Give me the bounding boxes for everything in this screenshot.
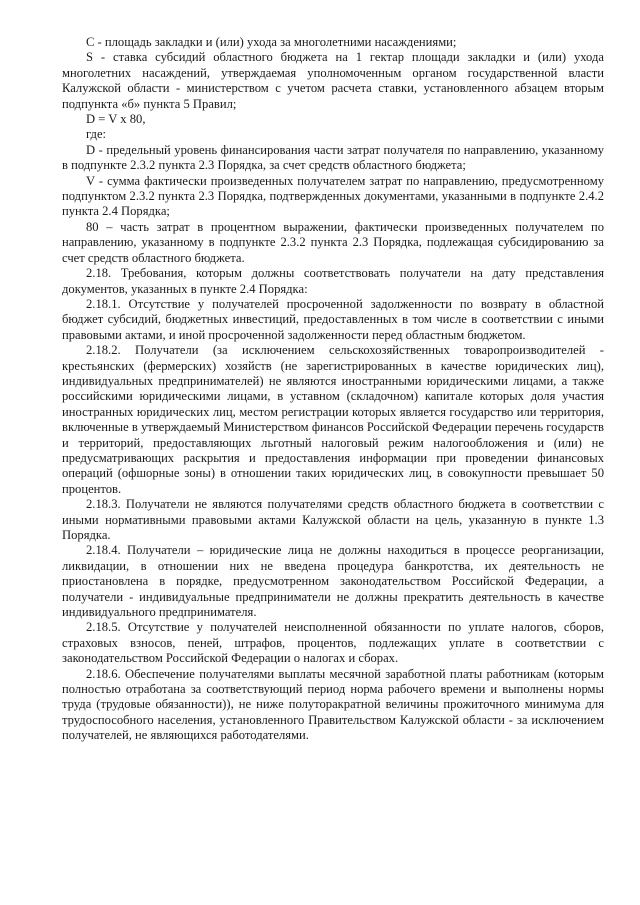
document-body: [62, 35, 604, 744]
formula-d: D = V x 80,: [86, 112, 146, 127]
section-2-18-6: 2.18.6. Обеспечение получателями выплаты месячной заработной платы работникам (которым полностью отработана за соответствующий период норма рабочего времени и выполнены нормы труда (трудовые обязанности)), не ниже полуторакратной величины прожиточного минимума для трудоспособного населения, установленного Правительством Калужской области - за исключением получателей, не являющихся работодателями.: [62, 666, 604, 743]
section-2-18-5: 2.18.5. Отсутствие у получателей неисполненной обязанности по уплате налогов, сборов, страховых взносов, пеней, штрафов, процентов, подлежащих уплате в соответствии с законодательством Российской Федерации о налогах и сборах.: [62, 620, 604, 666]
paragraph-where: где:: [86, 127, 107, 142]
section-2-18-2: 2.18.2. Получатели (за исключением сельскохозяйственных товаропроизводителей - крестьянских (фермерских) хозяйств (не зарегистрированных в качестве юридических лиц), индивидуальных предпринимателей) не являются иностранными юридическими лицами, а также российскими юридическими лицами, в уставном (складочном) капитале которых доля участия иностранных юридических лиц, местом регистрации которых является государство или территория, включенные в утверждаемый Министерством финансов Российской Федерации перечень государств и территорий, предоставляющих льготный налоговый режим налогообложения и (или) не предусматривающих раскрытия и предоставления информации при проведении финансовых операций (офшорные зоны) в отношении таких юридических лиц, в совокупности превышает 50 процентов.: [62, 343, 604, 496]
paragraph-s-definition: S - ставка субсидий областного бюджета на 1 гектар площади закладки и (или) ухода многолетних насаждений, утверждаемая уполномоченным органом государственной власти Калужской области - министерством с учетом расчета ставки, установленного абзацем вторым подпункта «б» пункта 5 Правил;: [62, 50, 604, 111]
paragraph-d-definition: D - предельный уровень финансирования части затрат получателя по направлению, указанному в подпункте 2.3.2 пункта 2.3 Порядка, за счет средств областного бюджета;: [62, 142, 604, 173]
paragraph-80-definition: 80 – часть затрат в процентном выражении, фактически произведенных получателем по направлению, указанному в подпункте 2.3.2 пункта 2.3 Порядка, подлежащая субсидированию за счет средств областного бюджета.: [62, 219, 604, 265]
paragraph-c-definition: С - площадь закладки и (или) ухода за многолетними насаждениями;: [86, 35, 457, 49]
section-2-18: 2.18. Требования, которым должны соответствовать получатели на дату представления документов, указанных в пункте 2.4 Порядка:: [62, 266, 604, 296]
paragraph-v-definition: V - сумма фактически произведенных получателем затрат по направлению, предусмотренному подпунктом 2.3.2 пункта 2.3 Порядка, подтвержденных документами, указанными в подпункте 2.4.2 пункта 2.4 Порядка;: [62, 173, 604, 219]
section-2-18-3: 2.18.3. Получатели не являются получателями средств областного бюджета в соответствии с иными нормативными правовыми актами Калужской области на цель, указанную в пункте 1.3 Порядка.: [62, 497, 604, 542]
section-2-18-1: 2.18.1. Отсутствие у получателей просроченной задолженности по возврату в областной бюджет субсидий, бюджетных инвестиций, предоставленных в том числе в соответствии с иными правовыми актами, и иной просроченной задолженности перед областным бюджетом.: [62, 296, 604, 342]
section-2-18-4: 2.18.4. Получатели – юридические лица не должны находиться в процессе реорганизации, ликвидации, в отношении них не введена процедура банкротства, их деятельность не приостановлена в порядке, предусмотренном законодательством Российской Федерации, а получатели - индивидуальные предприниматели не должны прекратить деятельность в качестве индивидуального предпринимателя.: [62, 543, 604, 620]
